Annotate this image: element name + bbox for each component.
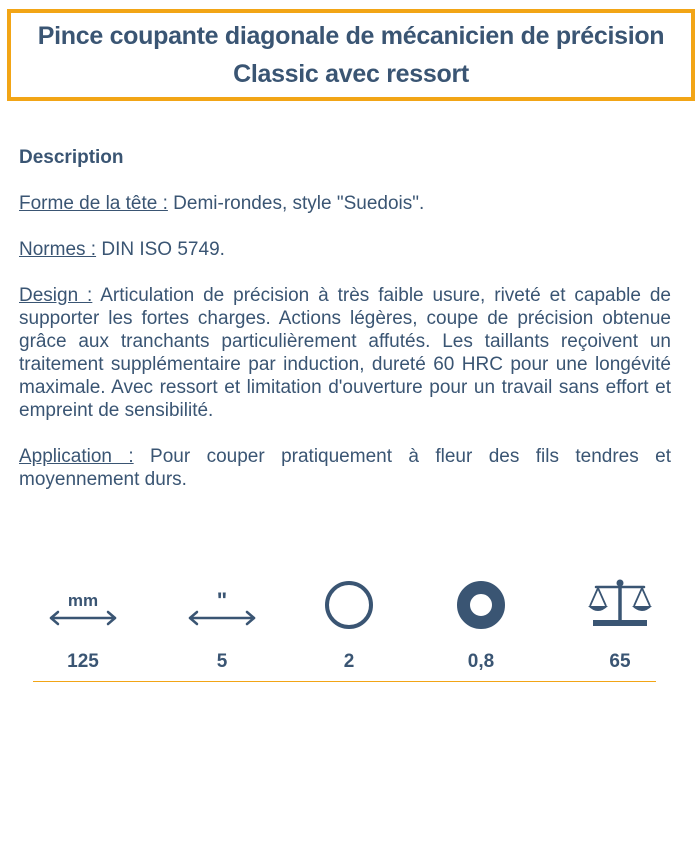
spec-hard-wire: [431, 575, 531, 681]
length-mm-icon: [33, 575, 133, 635]
length-inch-value: 5: [216, 651, 228, 672]
hard-wire-icon: [431, 575, 531, 635]
head-shape-text: Demi-rondes, style "Suedois".: [167, 193, 425, 214]
soft-wire-value: 2: [343, 651, 355, 672]
description-section: [19, 146, 671, 514]
product-title-box: [7, 9, 695, 101]
length-inch-unit: ": [216, 588, 228, 613]
weight-value: 65: [609, 651, 631, 672]
length-mm-unit: mm: [67, 591, 99, 610]
design-text: Articulation de précision à très faible usure, riveté et capable de supporter les fortes charges. Actions légères, coupe de précision obtenue grâce aux tranchants particulièrement affutés. Les taillants reçoivent un traitement supplémentaire par induction, dureté 60 HRC pour une longévité maximale. Avec ressort et limitation d'ouverture pour un travail sans effort et empreint de sensibilité.: [19, 285, 671, 421]
standards-paragraph: [19, 238, 671, 261]
description-heading: Description: [19, 147, 124, 168]
standards-text: DIN ISO 5749.: [96, 239, 225, 260]
specs-row: [33, 575, 656, 682]
length-mm-value: 125: [67, 651, 99, 672]
length-inch-icon: [172, 575, 272, 635]
spec-length-mm: [33, 575, 133, 681]
design-label: Design :: [19, 285, 93, 306]
product-title-line2: Classic avec ressort: [233, 60, 469, 88]
design-paragraph: [19, 284, 671, 422]
head-shape-label: Forme de la tête :: [19, 193, 168, 214]
application-label: Application :: [19, 446, 134, 467]
head-shape-paragraph: [19, 192, 671, 215]
spec-soft-wire: [299, 575, 399, 681]
product-title-line1: Pince coupante diagonale de mécanicien de précision: [37, 22, 665, 50]
hard-wire-value: 0,8: [467, 651, 495, 672]
application-paragraph: [19, 445, 671, 491]
application-text: Pour couper pratiquement à fleur des fils tendres et moyennement durs.: [19, 446, 671, 490]
standards-label: Normes :: [19, 239, 97, 260]
spec-weight: [570, 575, 670, 681]
spec-length-inch: [172, 575, 272, 681]
soft-wire-icon: [299, 575, 399, 635]
product-title: [38, 17, 665, 93]
weight-scale-icon: [570, 575, 670, 635]
